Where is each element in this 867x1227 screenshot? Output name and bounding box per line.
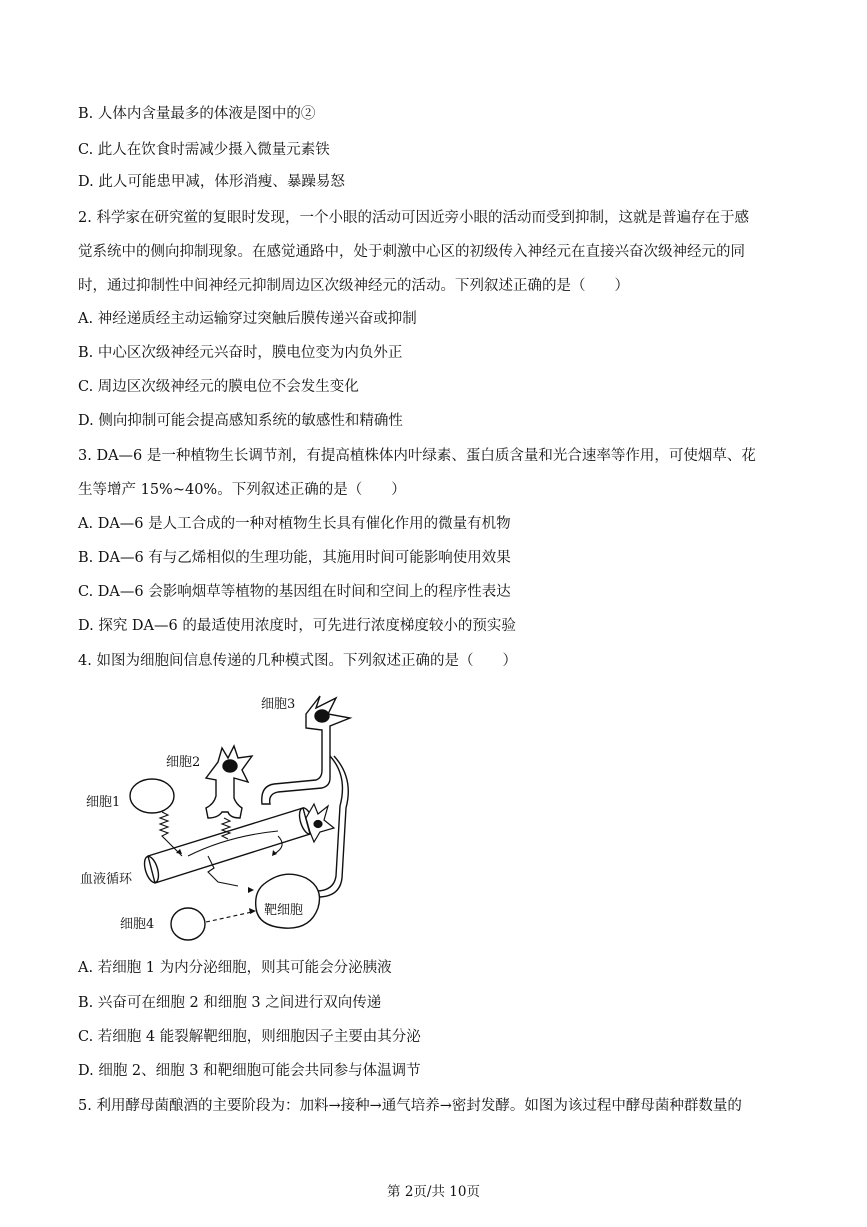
label-cell1: 细胞1 [86,795,121,810]
text-line: D. 探究 DA—6 的最适使用浓度时，可先进行浓度梯度较小的预实验 [78,618,516,634]
blood-vessel [142,806,316,884]
text-line: A. 若细胞 1 为内分泌细胞，则其可能会分泌胰液 [78,960,392,976]
text-line: C. 周边区次级神经元的膜电位不会发生变化 [78,379,359,395]
cell4-dashed-arrow [206,912,252,922]
label-target: 靶细胞 [264,903,304,918]
text-line: D. 此人可能患甲减，体形消瘦、暴躁易怒 [78,174,345,190]
text-line: A. DA—6 是人工合成的一种对植物生长具有催化作用的微量有机物 [78,516,511,532]
text-line: C. 若细胞 4 能裂解靶细胞，则细胞因子主要由其分泌 [78,1029,421,1045]
text-line: 时，通过抑制性中间神经元抑制周边区次级神经元的活动。下列叙述正确的是（ ） [78,278,629,294]
text-line: 4. 如图为细胞间信息传递的几种模式图。下列叙述正确的是（ ） [78,653,517,669]
text-line: B. 兴奋可在细胞 2 和细胞 3 之间进行双向传递 [78,995,382,1011]
cell2-neuron [206,746,252,818]
text-line: C. DA—6 会影响烟草等植物的基因组在时间和空间上的程序性表达 [78,584,511,600]
cell-signaling-figure [78,686,378,946]
label-cell4: 细胞4 [120,917,155,932]
page-footer: 第 2页/共 10页 [387,1184,480,1200]
cell1 [130,779,174,813]
text-line: D. 细胞 2、细胞 3 和靶细胞可能会共同参与体温调节 [78,1063,421,1079]
text-line: 5. 利用酵母菌酿酒的主要阶段为：加料→接种→通气培养→密封发酵。如图为该过程中酵母菌种群数量的 [78,1098,742,1114]
text-line: 生等增产 15%~40%。下列叙述正确的是（ ） [78,482,406,498]
text-line: A. 神经递质经主动运输穿过突触后膜传递兴奋或抑制 [78,311,417,327]
text-line: B. 中心区次级神经元兴奋时，膜电位变为内负外正 [78,345,403,361]
text-line: 3. DA—6 是一种植物生长调节剂，有提高植株体内叶绿素、蛋白质含量和光合速率等作用，可使烟草、花 [78,448,756,464]
label-cell3: 细胞3 [261,697,296,712]
text-line: B. 人体内含量最多的体液是图中的② [78,106,316,122]
target-cell [256,874,320,928]
cell3-neuron [262,696,350,898]
text-line: D. 侧向抑制可能会提高感知系统的敏感性和精确性 [78,413,403,429]
text-line: 2. 科学家在研究鲎的复眼时发现，一个小眼的活动可因近旁小眼的活动而受到抑制，这就是普遍存在于感 [78,210,749,226]
text-line: 觉系统中的侧向抑制现象。在感觉通路中，处于刺激中心区的初级传入神经元在直接兴奋次级神经元的同 [78,244,745,260]
cell4 [171,908,205,940]
label-cell2: 细胞2 [166,755,201,770]
small-neuron [306,804,334,842]
label-blood: 血液循环 [80,872,133,887]
text-line: C. 此人在饮食时需减少摄入微量元素铁 [78,142,330,158]
text-line: B. DA—6 有与乙烯相似的生理功能，其施用时间可能影响使用效果 [78,550,511,566]
